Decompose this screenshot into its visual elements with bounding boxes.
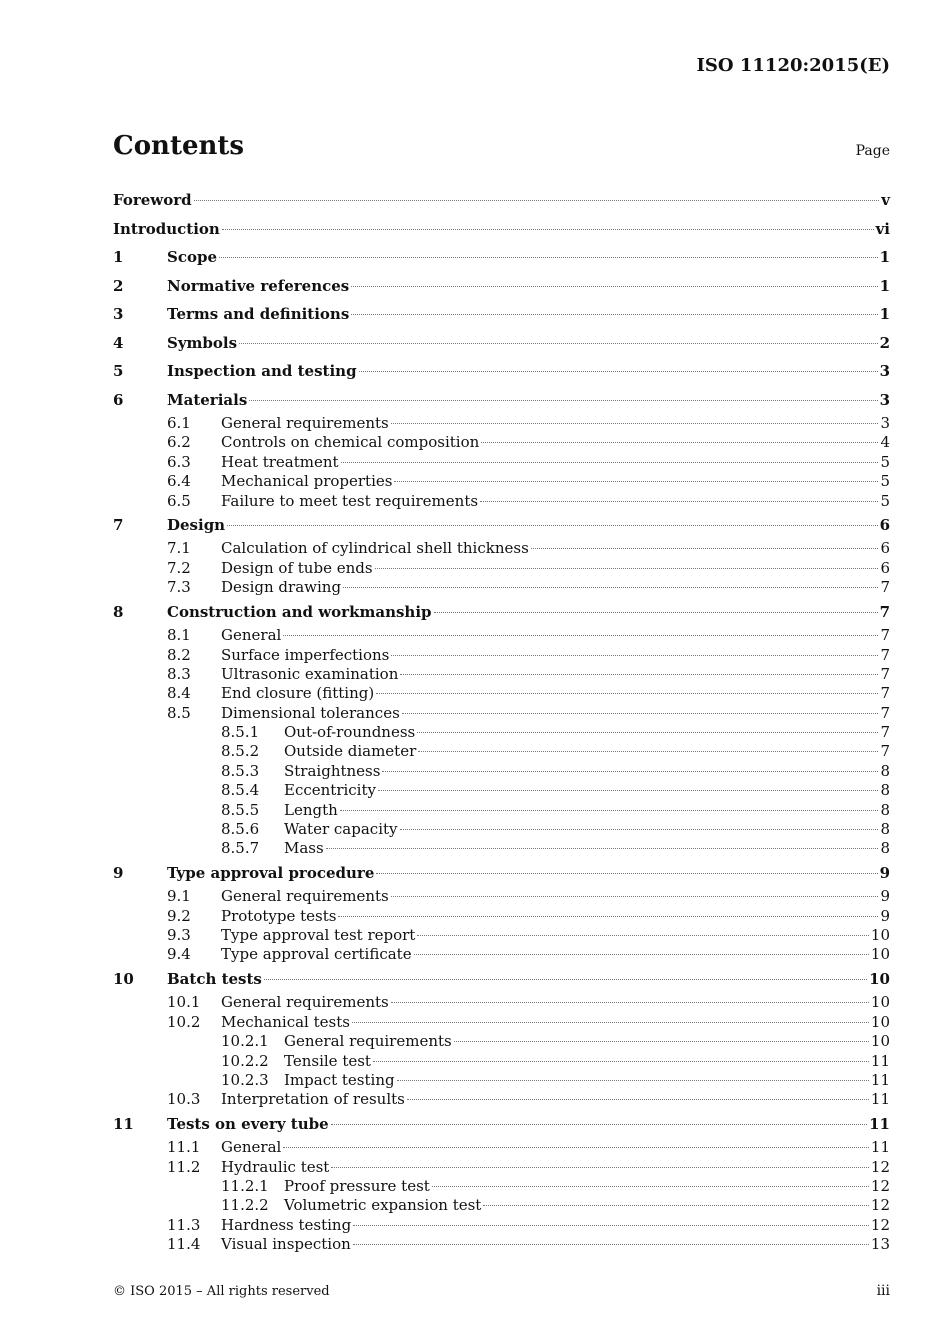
toc-entry-number: 6.1	[167, 414, 191, 432]
toc-entry-label: Heat treatment	[221, 452, 339, 471]
dot-leader	[373, 1061, 869, 1062]
toc-entry-page: 6	[880, 539, 890, 558]
toc-entry-number: 6.4	[167, 472, 191, 491]
toc-entry-label: Eccentricity	[284, 781, 376, 800]
toc-entry-number: 6.2	[167, 433, 191, 452]
dot-leader	[353, 1225, 869, 1226]
toc-entry-label: General requirements	[221, 414, 389, 432]
toc-entry-number: 8.5.2	[221, 742, 260, 761]
toc-entry-page: 8	[880, 761, 890, 780]
dot-leader	[400, 829, 879, 830]
dot-leader	[219, 257, 878, 258]
copyright-notice: © ISO 2015 – All rights reserved	[113, 1284, 330, 1299]
toc-entry[interactable]	[113, 762, 890, 781]
toc-entry[interactable]	[113, 539, 890, 558]
toc-entry-number: 7.2	[167, 558, 191, 577]
dot-leader	[331, 1167, 869, 1168]
toc-entry-number: 8.5.7	[221, 839, 260, 858]
dot-leader	[417, 935, 869, 936]
toc-entry-page: 1	[879, 248, 890, 266]
toc-entry-label: Length	[284, 800, 338, 819]
dot-leader	[351, 286, 877, 287]
toc-entry-number: 6.3	[167, 452, 191, 471]
toc-entry[interactable]	[113, 1216, 890, 1235]
toc-entry-number: 10.3	[167, 1090, 201, 1109]
dot-leader	[481, 442, 878, 443]
toc-entry-number: 9	[113, 863, 124, 882]
toc-entry-number: 6.5	[167, 491, 191, 510]
toc-entry-label: Out-of-roundness	[284, 723, 416, 742]
toc-entry-page: 10	[870, 993, 890, 1012]
toc-entry[interactable]	[113, 300, 890, 329]
toc-entry[interactable]	[113, 453, 890, 472]
toc-entry-label: Ultrasonic examination	[221, 664, 399, 683]
toc-entry-number: 6	[113, 390, 124, 409]
toc-entry[interactable]	[113, 433, 890, 452]
toc-entry-number: 9.1	[167, 887, 191, 906]
toc-entry-label: Impact testing	[284, 1070, 395, 1089]
dot-leader	[283, 635, 878, 636]
dot-leader	[454, 1041, 869, 1042]
dot-leader	[376, 693, 878, 694]
toc-entry-label: Hardness testing	[221, 1215, 352, 1234]
toc-entry-number: 8.5.3	[221, 761, 260, 780]
toc-entry[interactable]	[113, 414, 890, 433]
toc-entry-page: 11	[870, 1051, 890, 1070]
toc-entry[interactable]	[113, 329, 890, 358]
toc-entry-page: 9	[880, 906, 890, 925]
toc-entry[interactable]	[113, 801, 890, 820]
toc-entry-page: 7	[880, 645, 890, 664]
toc-entry-number: 11.3	[167, 1215, 201, 1234]
toc-entry[interactable]	[113, 578, 890, 597]
toc-entry-number: 10.2.2	[221, 1051, 269, 1070]
toc-entry[interactable]	[113, 626, 890, 645]
dot-leader	[194, 200, 880, 201]
dot-leader	[414, 954, 869, 955]
dot-leader	[326, 848, 879, 849]
toc-entry[interactable]	[113, 472, 890, 491]
toc-entry-label: Mechanical properties	[221, 472, 393, 491]
dot-leader	[382, 771, 878, 772]
toc-entry-number: 9.4	[167, 945, 191, 964]
toc-entry-label: Prototype tests	[221, 906, 337, 925]
toc-entry-page: 7	[880, 723, 890, 742]
toc-entry[interactable]	[113, 684, 890, 703]
toc-entry[interactable]	[113, 272, 890, 301]
toc-entry-number: 8.3	[167, 664, 191, 683]
toc-entry-page: 12	[870, 1196, 890, 1215]
toc-entry[interactable]	[113, 1071, 890, 1090]
dot-leader	[227, 525, 877, 526]
dot-leader	[397, 1080, 869, 1081]
toc-entry-label: Surface imperfections	[221, 645, 390, 664]
toc-entry-number: 11	[113, 1114, 134, 1133]
dot-leader	[391, 655, 878, 656]
toc-entry-label: General requirements	[221, 993, 389, 1012]
toc-entry-page: 12	[870, 1215, 890, 1234]
toc-entry-label: Materials	[167, 390, 248, 409]
toc-entry-label: Scope	[167, 248, 218, 266]
toc-entry-label: Failure to meet test requirements	[221, 491, 479, 510]
toc-entry-page: 11	[869, 1114, 890, 1133]
toc-entry-label: Type approval certificate	[221, 945, 412, 964]
toc-entry-page: 10	[870, 945, 890, 964]
page-number: iii	[876, 1283, 890, 1299]
toc-entry-number: 8	[113, 602, 124, 621]
toc-entry-label: Volumetric expansion test	[284, 1196, 482, 1215]
dot-leader	[264, 979, 867, 980]
toc-entry-page: 3	[880, 414, 890, 432]
toc-entry-page: 12	[870, 1157, 890, 1176]
toc-entry-label: Construction and workmanship	[167, 602, 432, 621]
dot-leader	[402, 713, 879, 714]
toc-entry-label: Design of tube ends	[221, 558, 373, 577]
toc-entry[interactable]	[113, 598, 890, 627]
toc-entry-page: 10	[870, 1032, 890, 1051]
toc-entry[interactable]	[113, 1158, 890, 1177]
toc-entry-label: Foreword	[113, 191, 192, 209]
toc-entry-number: 10.2	[167, 1012, 201, 1031]
toc-entry-page: 10	[870, 1012, 890, 1031]
toc-entry-number: 11.2	[167, 1157, 201, 1176]
toc-entry-label: Visual inspection	[221, 1235, 351, 1254]
dot-leader	[418, 751, 878, 752]
dot-leader	[376, 873, 877, 874]
toc-entry[interactable]	[113, 993, 890, 1012]
toc-entry-number: 9.3	[167, 926, 191, 945]
toc-entry-label: Mechanical tests	[221, 1012, 350, 1031]
toc-entry-number: 8.1	[167, 626, 191, 645]
dot-leader	[375, 568, 879, 569]
toc-entry[interactable]	[113, 1177, 890, 1196]
toc-entry-label: Type approval procedure	[167, 863, 375, 882]
toc-entry[interactable]	[113, 1196, 890, 1215]
toc-entry-label: General requirements	[284, 1032, 452, 1051]
toc-entry[interactable]	[113, 887, 890, 906]
toc-entry-label: Hydraulic test	[221, 1157, 330, 1176]
toc-entry-page: 7	[880, 626, 890, 645]
toc-entry-label: Design drawing	[221, 578, 342, 597]
toc-entry[interactable]	[113, 907, 890, 926]
toc-entry-label: Mass	[284, 839, 324, 858]
toc-entry[interactable]	[113, 945, 890, 964]
toc-entry-number: 10	[113, 969, 134, 988]
toc-entry-label: Controls on chemical composition	[221, 433, 480, 452]
toc-entry[interactable]	[113, 1138, 890, 1157]
toc-entry[interactable]	[113, 1090, 890, 1109]
toc-entry-page: 1	[879, 276, 890, 295]
toc-entry-label: Normative references	[167, 276, 350, 295]
toc-entry-page: 7	[880, 742, 890, 761]
toc-entry[interactable]	[113, 186, 890, 215]
toc-entry-page: 4	[880, 433, 890, 452]
toc-entry-number: 7.1	[167, 539, 191, 558]
toc-entry-page: 7	[880, 578, 890, 597]
dot-leader	[343, 587, 878, 588]
dot-leader	[352, 1022, 869, 1023]
toc-entry[interactable]	[113, 1052, 890, 1071]
toc-entry-number: 3	[113, 305, 124, 323]
dot-leader	[480, 501, 878, 502]
dot-leader	[331, 1124, 867, 1125]
toc-entry-page: 7	[880, 664, 890, 683]
toc-entry-number: 7.3	[167, 578, 191, 597]
toc-entry[interactable]	[113, 704, 890, 723]
dot-leader	[239, 343, 878, 344]
toc-entry-page: 7	[879, 602, 890, 621]
toc-entry[interactable]	[113, 492, 890, 511]
toc-entry-label: Symbols	[167, 333, 238, 352]
toc-entry-page: 10	[869, 969, 890, 988]
toc-entry[interactable]	[113, 1110, 890, 1139]
toc-entry-page: 7	[880, 703, 890, 722]
toc-entry-page: 8	[880, 800, 890, 819]
dot-leader	[378, 790, 878, 791]
toc-entry-number: 7	[113, 515, 124, 534]
toc-entry-number: 8.2	[167, 645, 191, 664]
toc-entry-number: 8.5.1	[221, 723, 260, 742]
toc-entry[interactable]	[113, 243, 890, 272]
toc-entry-label: General	[221, 1138, 282, 1157]
toc-entry-label: Straightness	[284, 761, 381, 780]
toc-entry[interactable]	[113, 723, 890, 742]
toc-entry[interactable]	[113, 511, 890, 540]
dot-leader	[400, 674, 878, 675]
toc-entry-page: 12	[870, 1177, 890, 1195]
toc-entry-number: 4	[113, 333, 124, 352]
toc-entry-label: Proof pressure test	[284, 1177, 430, 1195]
toc-entry-page: 6	[879, 515, 890, 534]
toc-entry-label: End closure (fitting)	[221, 684, 375, 703]
dot-leader	[351, 314, 877, 315]
toc-entry-label: Design	[167, 515, 226, 534]
toc-entry-page: 8	[880, 781, 890, 800]
toc-entry-label: Calculation of cylindrical shell thickness	[221, 539, 529, 558]
dot-leader	[434, 612, 878, 613]
toc-entry-label: Water capacity	[284, 820, 398, 839]
dot-leader	[432, 1186, 869, 1187]
dot-leader	[417, 732, 878, 733]
dot-leader	[391, 423, 879, 424]
dot-leader	[249, 400, 877, 401]
toc-entry-number: 10.2.1	[221, 1032, 269, 1051]
dot-leader	[391, 896, 879, 897]
toc-entry[interactable]	[113, 559, 890, 578]
toc-entry-page: 13	[870, 1235, 890, 1254]
dot-leader	[338, 916, 878, 917]
toc-entry-label: Inspection and testing	[167, 362, 357, 380]
toc-entry-label: Tests on every tube	[167, 1114, 329, 1133]
toc-entry-page: 8	[880, 820, 890, 839]
toc-entry[interactable]	[113, 357, 890, 386]
dot-leader	[531, 548, 879, 549]
dot-leader	[341, 462, 879, 463]
dot-leader	[394, 481, 878, 482]
toc-entry-page: 10	[870, 926, 890, 945]
toc-entry-page: 7	[880, 684, 890, 703]
toc-entry[interactable]	[113, 1235, 890, 1254]
toc-entry-label: Terms and definitions	[167, 305, 350, 323]
toc-entry[interactable]	[113, 859, 890, 888]
dot-leader	[359, 371, 878, 372]
dot-leader	[407, 1099, 869, 1100]
toc-entry[interactable]	[113, 965, 890, 994]
toc-entry-label: Outside diameter	[284, 742, 417, 761]
document-id: ISO 11120:2015(E)	[696, 55, 890, 76]
toc-entry[interactable]	[113, 781, 890, 800]
toc-entry-number: 8.5.5	[221, 800, 260, 819]
toc-entry-number: 11.2.2	[221, 1196, 269, 1215]
toc-entry-page: 2	[879, 333, 890, 352]
dot-leader	[222, 229, 874, 230]
toc-entry-page: 9	[879, 863, 890, 882]
toc-entry-page: 11	[870, 1138, 890, 1157]
toc-entry-label: Batch tests	[167, 969, 262, 988]
toc-entry-page: 5	[880, 452, 890, 471]
toc-entry[interactable]	[113, 386, 890, 415]
toc-entry[interactable]	[113, 1013, 890, 1032]
toc-entry-page: v	[881, 191, 890, 209]
toc-entry-page: 1	[879, 305, 890, 323]
toc-entry-page: 3	[879, 390, 890, 409]
toc-entry-page: vi	[875, 219, 890, 238]
toc-entry-number: 8.4	[167, 684, 191, 703]
table-of-contents	[113, 186, 890, 1255]
dot-leader	[483, 1205, 869, 1206]
toc-entry-label: Dimensional tolerances	[221, 703, 400, 722]
toc-entry-label: Type approval test report	[221, 926, 416, 945]
toc-entry-number: 10.2.3	[221, 1070, 269, 1089]
toc-entry-label: General requirements	[221, 887, 389, 906]
page-column-label: Page	[855, 143, 890, 159]
toc-entry-page: 5	[880, 472, 890, 491]
toc-entry-number: 10.1	[167, 993, 201, 1012]
toc-entry-label: General	[221, 626, 282, 645]
toc-entry[interactable]	[113, 839, 890, 858]
toc-entry-page: 9	[880, 887, 890, 906]
toc-entry-label: Interpretation of results	[221, 1090, 405, 1109]
toc-entry-page: 6	[880, 558, 890, 577]
toc-entry-label: Introduction	[113, 219, 220, 238]
toc-entry[interactable]	[113, 646, 890, 665]
toc-entry-number: 8.5.6	[221, 820, 260, 839]
dot-leader	[283, 1147, 869, 1148]
toc-entry-number: 9.2	[167, 906, 191, 925]
toc-entry-number: 1	[113, 248, 124, 266]
toc-entry-page: 11	[870, 1090, 890, 1109]
toc-entry[interactable]	[113, 1032, 890, 1051]
toc-entry-number: 5	[113, 362, 124, 380]
toc-entry-number: 11.4	[167, 1235, 201, 1254]
toc-entry-page: 5	[880, 491, 890, 510]
toc-entry[interactable]	[113, 215, 890, 244]
dot-leader	[353, 1244, 869, 1245]
dot-leader	[340, 810, 879, 811]
toc-entry-number: 11.2.1	[221, 1177, 269, 1195]
toc-entry[interactable]	[113, 665, 890, 684]
toc-entry-number: 8.5	[167, 703, 191, 722]
dot-leader	[391, 1002, 869, 1003]
toc-entry-page: 3	[879, 362, 890, 380]
toc-entry-number: 2	[113, 276, 124, 295]
toc-entry-page: 11	[870, 1070, 890, 1089]
toc-entry-page: 8	[880, 839, 890, 858]
toc-entry-number: 8.5.4	[221, 781, 260, 800]
toc-entry[interactable]	[113, 926, 890, 945]
toc-entry[interactable]	[113, 742, 890, 761]
page-title: Contents	[113, 131, 245, 161]
toc-entry-number: 11.1	[167, 1138, 201, 1157]
toc-entry[interactable]	[113, 820, 890, 839]
toc-entry-label: Tensile test	[284, 1051, 371, 1070]
